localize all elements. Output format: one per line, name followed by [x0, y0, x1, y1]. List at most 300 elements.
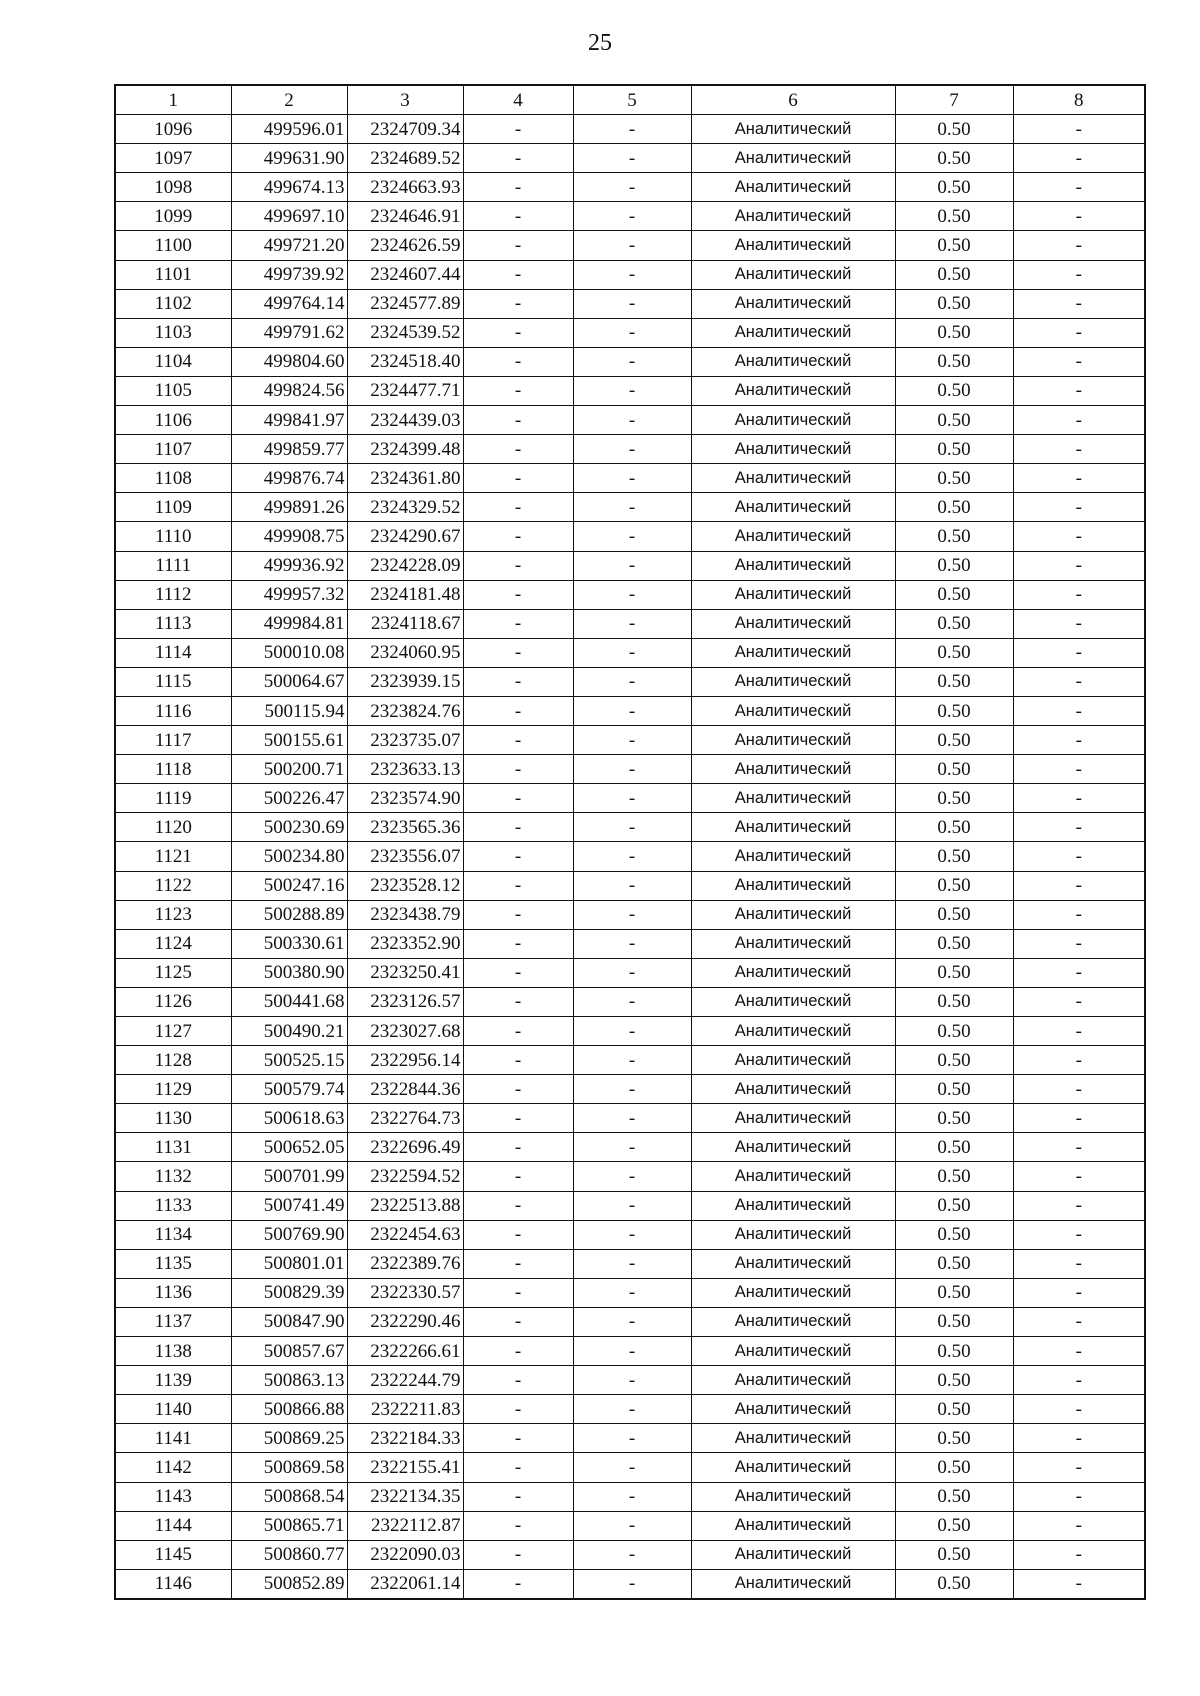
x-coordinate-cell: 500860.77	[231, 1540, 347, 1569]
y-coordinate-cell: 2322454.63	[347, 1220, 463, 1249]
y-coordinate-cell: 2322134.35	[347, 1482, 463, 1511]
y-coordinate-cell: 2324228.09	[347, 551, 463, 580]
point-number-cell: 1141	[115, 1424, 231, 1453]
x-coordinate-cell: 500010.08	[231, 638, 347, 667]
point-number-cell: 1127	[115, 1017, 231, 1046]
accuracy-cell: 0.50	[895, 1249, 1013, 1278]
accuracy-cell: 0.50	[895, 755, 1013, 784]
accuracy-cell: 0.50	[895, 522, 1013, 551]
table-row	[115, 726, 1145, 755]
method-cell: Аналитический	[691, 1220, 895, 1249]
col4-cell: -	[463, 493, 573, 522]
col8-cell: -	[1013, 231, 1145, 260]
col5-cell: -	[573, 551, 691, 580]
point-number-cell: 1097	[115, 144, 231, 173]
method-cell: Аналитический	[691, 1395, 895, 1424]
y-coordinate-cell: 2323352.90	[347, 929, 463, 958]
col5-cell: -	[573, 347, 691, 376]
x-coordinate-cell: 500869.25	[231, 1424, 347, 1453]
col4-cell: -	[463, 755, 573, 784]
table-row	[115, 231, 1145, 260]
accuracy-cell: 0.50	[895, 667, 1013, 696]
col4-cell: -	[463, 580, 573, 609]
table-row	[115, 1453, 1145, 1482]
coordinates-table	[114, 84, 1146, 1600]
col8-cell: -	[1013, 347, 1145, 376]
col4-cell: -	[463, 1220, 573, 1249]
table-row	[115, 1162, 1145, 1191]
x-coordinate-cell: 499876.74	[231, 464, 347, 493]
col8-cell: -	[1013, 696, 1145, 725]
method-cell: Аналитический	[691, 1511, 895, 1540]
col8-cell: -	[1013, 580, 1145, 609]
method-cell: Аналитический	[691, 1162, 895, 1191]
col4-cell: -	[463, 435, 573, 464]
col8-cell: -	[1013, 493, 1145, 522]
col5-cell: -	[573, 1424, 691, 1453]
point-number-cell: 1107	[115, 435, 231, 464]
x-coordinate-cell: 499891.26	[231, 493, 347, 522]
point-number-cell: 1140	[115, 1395, 231, 1424]
y-coordinate-cell: 2324290.67	[347, 522, 463, 551]
accuracy-cell: 0.50	[895, 376, 1013, 405]
table-row	[115, 1278, 1145, 1307]
x-coordinate-cell: 499631.90	[231, 144, 347, 173]
col8-cell: -	[1013, 551, 1145, 580]
col8-cell: -	[1013, 871, 1145, 900]
table-row	[115, 755, 1145, 784]
table-row	[115, 987, 1145, 1016]
x-coordinate-cell: 500330.61	[231, 929, 347, 958]
x-coordinate-cell: 500865.71	[231, 1511, 347, 1540]
point-number-cell: 1144	[115, 1511, 231, 1540]
col4-cell: -	[463, 1249, 573, 1278]
col5-cell: -	[573, 1395, 691, 1424]
y-coordinate-cell: 2323126.57	[347, 987, 463, 1016]
col4-cell: -	[463, 1453, 573, 1482]
method-cell: Аналитический	[691, 900, 895, 929]
col5-cell: -	[573, 842, 691, 871]
x-coordinate-cell: 499936.92	[231, 551, 347, 580]
col8-cell: -	[1013, 900, 1145, 929]
col4-cell: -	[463, 871, 573, 900]
point-number-cell: 1104	[115, 347, 231, 376]
col8-cell: -	[1013, 929, 1145, 958]
col8-cell: -	[1013, 609, 1145, 638]
col4-cell: -	[463, 551, 573, 580]
x-coordinate-cell: 500652.05	[231, 1133, 347, 1162]
col8-cell: -	[1013, 1104, 1145, 1133]
method-cell: Аналитический	[691, 1075, 895, 1104]
col8-cell: -	[1013, 1278, 1145, 1307]
x-coordinate-cell: 499764.14	[231, 289, 347, 318]
col5-cell: -	[573, 609, 691, 638]
x-coordinate-cell: 500230.69	[231, 813, 347, 842]
table-row	[115, 1424, 1145, 1453]
x-coordinate-cell: 500441.68	[231, 987, 347, 1016]
point-number-cell: 1125	[115, 958, 231, 987]
y-coordinate-cell: 2324439.03	[347, 406, 463, 435]
method-cell: Аналитический	[691, 696, 895, 725]
accuracy-cell: 0.50	[895, 464, 1013, 493]
col5-cell: -	[573, 1337, 691, 1366]
col5-cell: -	[573, 900, 691, 929]
table-row	[115, 1337, 1145, 1366]
accuracy-cell: 0.50	[895, 1191, 1013, 1220]
x-coordinate-cell: 500868.54	[231, 1482, 347, 1511]
x-coordinate-cell: 499859.77	[231, 435, 347, 464]
y-coordinate-cell: 2324646.91	[347, 202, 463, 231]
point-number-cell: 1131	[115, 1133, 231, 1162]
x-coordinate-cell: 500847.90	[231, 1307, 347, 1336]
point-number-cell: 1122	[115, 871, 231, 900]
col8-cell: -	[1013, 1511, 1145, 1540]
method-cell: Аналитический	[691, 1046, 895, 1075]
accuracy-cell: 0.50	[895, 784, 1013, 813]
y-coordinate-cell: 2322764.73	[347, 1104, 463, 1133]
accuracy-cell: 0.50	[895, 347, 1013, 376]
col4-cell: -	[463, 1046, 573, 1075]
y-coordinate-cell: 2324663.93	[347, 173, 463, 202]
col5-cell: -	[573, 1191, 691, 1220]
col4-cell: -	[463, 376, 573, 405]
accuracy-cell: 0.50	[895, 638, 1013, 667]
col5-cell: -	[573, 638, 691, 667]
method-cell: Аналитический	[691, 1191, 895, 1220]
method-cell: Аналитический	[691, 522, 895, 551]
x-coordinate-cell: 499721.20	[231, 231, 347, 260]
point-number-cell: 1146	[115, 1569, 231, 1599]
accuracy-cell: 0.50	[895, 842, 1013, 871]
col8-cell: -	[1013, 144, 1145, 173]
col4-cell: -	[463, 1191, 573, 1220]
method-cell: Аналитический	[691, 231, 895, 260]
point-number-cell: 1126	[115, 987, 231, 1016]
y-coordinate-cell: 2324577.89	[347, 289, 463, 318]
col4-cell: -	[463, 1162, 573, 1191]
point-number-cell: 1102	[115, 289, 231, 318]
col8-cell: -	[1013, 813, 1145, 842]
accuracy-cell: 0.50	[895, 551, 1013, 580]
col8-cell: -	[1013, 1046, 1145, 1075]
point-number-cell: 1128	[115, 1046, 231, 1075]
point-number-cell: 1103	[115, 318, 231, 347]
point-number-cell: 1115	[115, 667, 231, 696]
y-coordinate-cell: 2324399.48	[347, 435, 463, 464]
table-row	[115, 1017, 1145, 1046]
point-number-cell: 1106	[115, 406, 231, 435]
col4-cell: -	[463, 958, 573, 987]
col8-cell: -	[1013, 1249, 1145, 1278]
accuracy-cell: 0.50	[895, 1569, 1013, 1599]
point-number-cell: 1096	[115, 115, 231, 144]
x-coordinate-cell: 499957.32	[231, 580, 347, 609]
method-cell: Аналитический	[691, 871, 895, 900]
method-cell: Аналитический	[691, 464, 895, 493]
x-coordinate-cell: 500866.88	[231, 1395, 347, 1424]
y-coordinate-cell: 2322290.46	[347, 1307, 463, 1336]
y-coordinate-cell: 2322594.52	[347, 1162, 463, 1191]
col5-cell: -	[573, 144, 691, 173]
col8-cell: -	[1013, 464, 1145, 493]
accuracy-cell: 0.50	[895, 406, 1013, 435]
point-number-cell: 1145	[115, 1540, 231, 1569]
col5-cell: -	[573, 173, 691, 202]
method-cell: Аналитический	[691, 1366, 895, 1395]
table-row	[115, 638, 1145, 667]
x-coordinate-cell: 500200.71	[231, 755, 347, 784]
method-cell: Аналитический	[691, 726, 895, 755]
x-coordinate-cell: 500829.39	[231, 1278, 347, 1307]
x-coordinate-cell: 500525.15	[231, 1046, 347, 1075]
col4-cell: -	[463, 987, 573, 1016]
method-cell: Аналитический	[691, 406, 895, 435]
col8-cell: -	[1013, 958, 1145, 987]
x-coordinate-cell: 500226.47	[231, 784, 347, 813]
method-cell: Аналитический	[691, 173, 895, 202]
method-cell: Аналитический	[691, 755, 895, 784]
accuracy-cell: 0.50	[895, 493, 1013, 522]
column-header-4: 4	[463, 85, 573, 115]
table-row	[115, 609, 1145, 638]
col8-cell: -	[1013, 1191, 1145, 1220]
point-number-cell: 1098	[115, 173, 231, 202]
y-coordinate-cell: 2322844.36	[347, 1075, 463, 1104]
col8-cell: -	[1013, 202, 1145, 231]
col4-cell: -	[463, 638, 573, 667]
point-number-cell: 1100	[115, 231, 231, 260]
col8-cell: -	[1013, 1569, 1145, 1599]
y-coordinate-cell: 2322513.88	[347, 1191, 463, 1220]
y-coordinate-cell: 2323528.12	[347, 871, 463, 900]
col5-cell: -	[573, 871, 691, 900]
table-row	[115, 260, 1145, 289]
table-row	[115, 318, 1145, 347]
col5-cell: -	[573, 231, 691, 260]
col4-cell: -	[463, 1511, 573, 1540]
table-row	[115, 522, 1145, 551]
table-row	[115, 115, 1145, 144]
x-coordinate-cell: 500852.89	[231, 1569, 347, 1599]
table-row	[115, 784, 1145, 813]
x-coordinate-cell: 499674.13	[231, 173, 347, 202]
point-number-cell: 1114	[115, 638, 231, 667]
col4-cell: -	[463, 115, 573, 144]
col4-cell: -	[463, 667, 573, 696]
x-coordinate-cell: 500155.61	[231, 726, 347, 755]
point-number-cell: 1120	[115, 813, 231, 842]
x-coordinate-cell: 500064.67	[231, 667, 347, 696]
column-header-7: 7	[895, 85, 1013, 115]
col8-cell: -	[1013, 289, 1145, 318]
table-row	[115, 464, 1145, 493]
col5-cell: -	[573, 202, 691, 231]
col8-cell: -	[1013, 1162, 1145, 1191]
table-row	[115, 1482, 1145, 1511]
col5-cell: -	[573, 1278, 691, 1307]
x-coordinate-cell: 499791.62	[231, 318, 347, 347]
x-coordinate-cell: 500769.90	[231, 1220, 347, 1249]
x-coordinate-cell: 499596.01	[231, 115, 347, 144]
col4-cell: -	[463, 1337, 573, 1366]
x-coordinate-cell: 500857.67	[231, 1337, 347, 1366]
x-coordinate-cell: 500115.94	[231, 696, 347, 725]
point-number-cell: 1139	[115, 1366, 231, 1395]
method-cell: Аналитический	[691, 638, 895, 667]
y-coordinate-cell: 2322211.83	[347, 1395, 463, 1424]
col8-cell: -	[1013, 987, 1145, 1016]
col4-cell: -	[463, 1104, 573, 1133]
table-row	[115, 1395, 1145, 1424]
method-cell: Аналитический	[691, 958, 895, 987]
col5-cell: -	[573, 1511, 691, 1540]
col5-cell: -	[573, 1249, 691, 1278]
y-coordinate-cell: 2324626.59	[347, 231, 463, 260]
accuracy-cell: 0.50	[895, 726, 1013, 755]
x-coordinate-cell: 500579.74	[231, 1075, 347, 1104]
x-coordinate-cell: 500701.99	[231, 1162, 347, 1191]
point-number-cell: 1116	[115, 696, 231, 725]
point-number-cell: 1119	[115, 784, 231, 813]
y-coordinate-cell: 2322112.87	[347, 1511, 463, 1540]
y-coordinate-cell: 2323633.13	[347, 755, 463, 784]
col5-cell: -	[573, 522, 691, 551]
point-number-cell: 1112	[115, 580, 231, 609]
col5-cell: -	[573, 1017, 691, 1046]
col8-cell: -	[1013, 1540, 1145, 1569]
y-coordinate-cell: 2322956.14	[347, 1046, 463, 1075]
col8-cell: -	[1013, 638, 1145, 667]
method-cell: Аналитический	[691, 289, 895, 318]
y-coordinate-cell: 2323574.90	[347, 784, 463, 813]
y-coordinate-cell: 2323556.07	[347, 842, 463, 871]
col4-cell: -	[463, 347, 573, 376]
accuracy-cell: 0.50	[895, 115, 1013, 144]
table-row	[115, 289, 1145, 318]
col5-cell: -	[573, 435, 691, 464]
col5-cell: -	[573, 1075, 691, 1104]
col4-cell: -	[463, 173, 573, 202]
accuracy-cell: 0.50	[895, 1133, 1013, 1162]
method-cell: Аналитический	[691, 493, 895, 522]
column-header-1: 1	[115, 85, 231, 115]
col8-cell: -	[1013, 755, 1145, 784]
column-header-6: 6	[691, 85, 895, 115]
col8-cell: -	[1013, 1220, 1145, 1249]
col5-cell: -	[573, 667, 691, 696]
col8-cell: -	[1013, 667, 1145, 696]
point-number-cell: 1105	[115, 376, 231, 405]
y-coordinate-cell: 2323565.36	[347, 813, 463, 842]
col4-cell: -	[463, 231, 573, 260]
y-coordinate-cell: 2322155.41	[347, 1453, 463, 1482]
method-cell: Аналитический	[691, 1453, 895, 1482]
col4-cell: -	[463, 289, 573, 318]
y-coordinate-cell: 2324477.71	[347, 376, 463, 405]
y-coordinate-cell: 2322090.03	[347, 1540, 463, 1569]
accuracy-cell: 0.50	[895, 1453, 1013, 1482]
accuracy-cell: 0.50	[895, 1075, 1013, 1104]
y-coordinate-cell: 2324539.52	[347, 318, 463, 347]
col4-cell: -	[463, 1075, 573, 1104]
method-cell: Аналитический	[691, 1307, 895, 1336]
method-cell: Аналитический	[691, 1249, 895, 1278]
table-row	[115, 929, 1145, 958]
col5-cell: -	[573, 1133, 691, 1162]
table-row	[115, 1511, 1145, 1540]
col5-cell: -	[573, 726, 691, 755]
point-number-cell: 1121	[115, 842, 231, 871]
method-cell: Аналитический	[691, 580, 895, 609]
y-coordinate-cell: 2324709.34	[347, 115, 463, 144]
accuracy-cell: 0.50	[895, 231, 1013, 260]
y-coordinate-cell: 2322389.76	[347, 1249, 463, 1278]
y-coordinate-cell: 2324518.40	[347, 347, 463, 376]
accuracy-cell: 0.50	[895, 1017, 1013, 1046]
col8-cell: -	[1013, 1307, 1145, 1336]
col5-cell: -	[573, 958, 691, 987]
x-coordinate-cell: 500618.63	[231, 1104, 347, 1133]
col5-cell: -	[573, 696, 691, 725]
accuracy-cell: 0.50	[895, 1278, 1013, 1307]
method-cell: Аналитический	[691, 551, 895, 580]
col5-cell: -	[573, 580, 691, 609]
col4-cell: -	[463, 1569, 573, 1599]
table-row	[115, 1191, 1145, 1220]
col5-cell: -	[573, 464, 691, 493]
col5-cell: -	[573, 1569, 691, 1599]
y-coordinate-cell: 2323027.68	[347, 1017, 463, 1046]
col5-cell: -	[573, 755, 691, 784]
method-cell: Аналитический	[691, 813, 895, 842]
y-coordinate-cell: 2324060.95	[347, 638, 463, 667]
x-coordinate-cell: 499824.56	[231, 376, 347, 405]
table-row	[115, 1366, 1145, 1395]
x-coordinate-cell: 500234.80	[231, 842, 347, 871]
method-cell: Аналитический	[691, 260, 895, 289]
point-number-cell: 1110	[115, 522, 231, 551]
col4-cell: -	[463, 609, 573, 638]
y-coordinate-cell: 2324118.67	[347, 609, 463, 638]
col5-cell: -	[573, 1220, 691, 1249]
col5-cell: -	[573, 929, 691, 958]
method-cell: Аналитический	[691, 1540, 895, 1569]
accuracy-cell: 0.50	[895, 929, 1013, 958]
x-coordinate-cell: 499697.10	[231, 202, 347, 231]
point-number-cell: 1135	[115, 1249, 231, 1278]
col5-cell: -	[573, 813, 691, 842]
y-coordinate-cell: 2322184.33	[347, 1424, 463, 1453]
y-coordinate-cell: 2324607.44	[347, 260, 463, 289]
col5-cell: -	[573, 376, 691, 405]
accuracy-cell: 0.50	[895, 1220, 1013, 1249]
col4-cell: -	[463, 900, 573, 929]
col4-cell: -	[463, 260, 573, 289]
col5-cell: -	[573, 493, 691, 522]
column-header-2: 2	[231, 85, 347, 115]
point-number-cell: 1111	[115, 551, 231, 580]
method-cell: Аналитический	[691, 1569, 895, 1599]
table-row	[115, 580, 1145, 609]
accuracy-cell: 0.50	[895, 1540, 1013, 1569]
col5-cell: -	[573, 1366, 691, 1395]
col4-cell: -	[463, 696, 573, 725]
col5-cell: -	[573, 784, 691, 813]
accuracy-cell: 0.50	[895, 987, 1013, 1016]
column-header-3: 3	[347, 85, 463, 115]
x-coordinate-cell: 500741.49	[231, 1191, 347, 1220]
accuracy-cell: 0.50	[895, 958, 1013, 987]
